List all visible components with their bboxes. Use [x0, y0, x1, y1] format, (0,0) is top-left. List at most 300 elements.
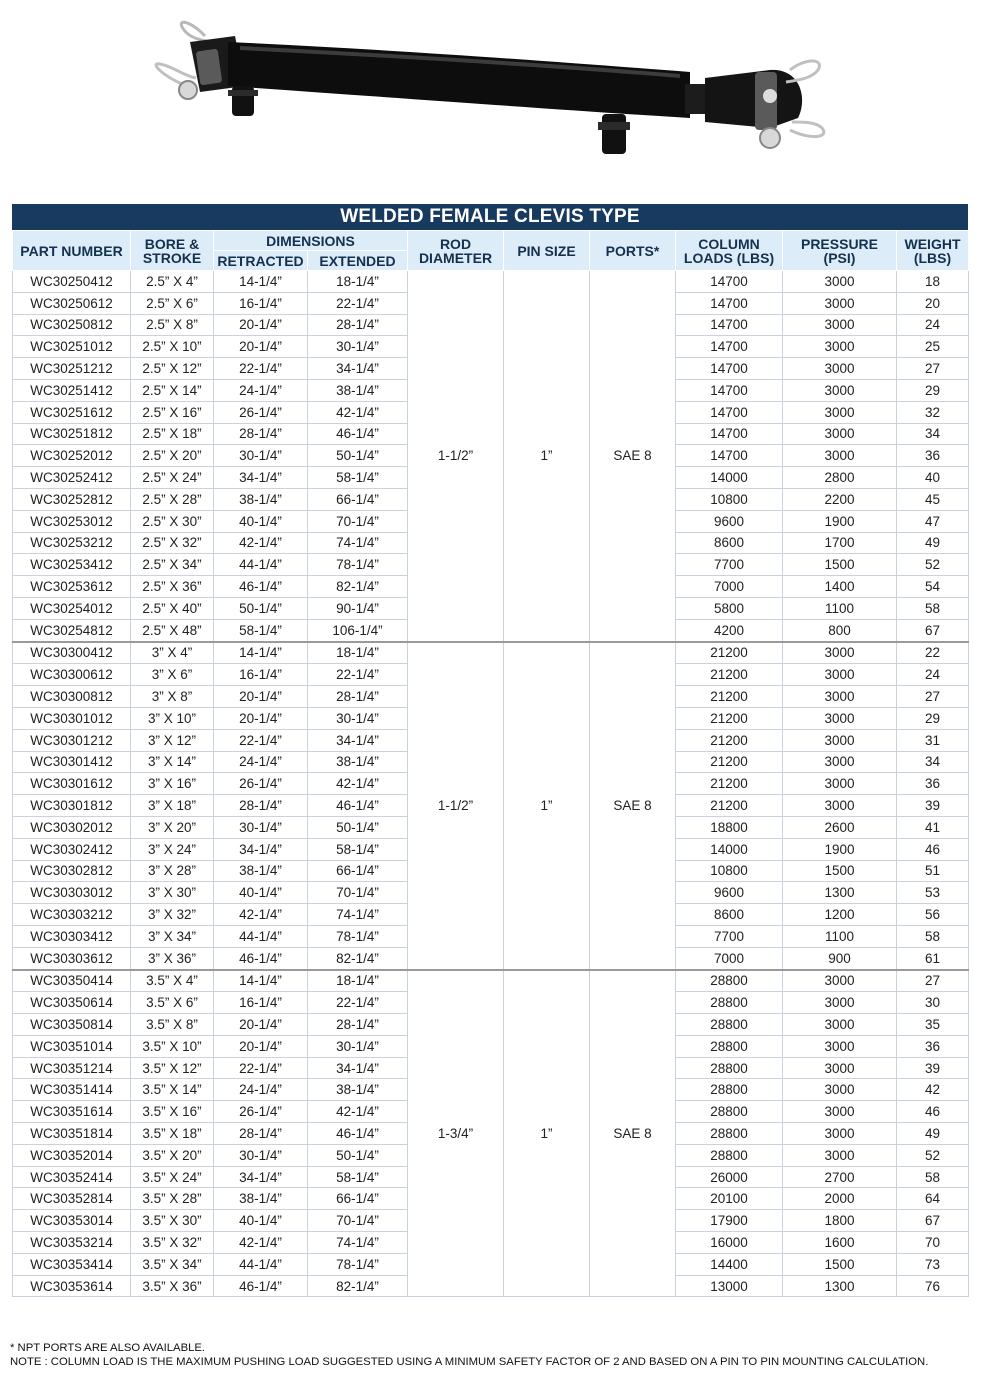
- table-row: [13, 642, 969, 664]
- weight-cell: 32: [897, 401, 969, 423]
- column-load-cell: 14700: [676, 336, 783, 358]
- weight-cell: 52: [897, 554, 969, 576]
- bore-stroke-cell: 3” X 36”: [131, 947, 214, 969]
- column-load-cell: 28800: [676, 970, 783, 992]
- bore-stroke-cell: 3.5” X 24”: [131, 1166, 214, 1188]
- part-number-cell: WC30300412: [13, 642, 131, 664]
- retracted-cell: 20-1/4”: [214, 1035, 308, 1057]
- pressure-cell: 3000: [783, 401, 897, 423]
- column-load-cell: 14700: [676, 271, 783, 293]
- retracted-cell: 50-1/4”: [214, 597, 308, 619]
- part-number-cell: WC30302812: [13, 860, 131, 882]
- weight-cell: 18: [897, 271, 969, 293]
- column-load-cell: 7000: [676, 947, 783, 969]
- bore-stroke-cell: 3.5” X 28”: [131, 1188, 214, 1210]
- extended-cell: 34-1/4”: [308, 358, 408, 380]
- bore-stroke-cell: 3.5” X 6”: [131, 992, 214, 1014]
- extended-cell: 38-1/4”: [308, 379, 408, 401]
- retracted-cell: 22-1/4”: [214, 729, 308, 751]
- part-number-cell: WC30353214: [13, 1232, 131, 1254]
- weight-cell: 29: [897, 707, 969, 729]
- bore-stroke-cell: 2.5” X 28”: [131, 488, 214, 510]
- table-body: [13, 271, 969, 1297]
- weight-cell: 64: [897, 1188, 969, 1210]
- extended-cell: 30-1/4”: [308, 336, 408, 358]
- weight-cell: 29: [897, 379, 969, 401]
- retracted-cell: 24-1/4”: [214, 379, 308, 401]
- retracted-cell: 26-1/4”: [214, 773, 308, 795]
- bore-stroke-cell: 2.5” X 6”: [131, 292, 214, 314]
- weight-cell: 36: [897, 445, 969, 467]
- part-number-cell: WC30353014: [13, 1210, 131, 1232]
- retracted-cell: 28-1/4”: [214, 795, 308, 817]
- part-number-cell: WC30352014: [13, 1144, 131, 1166]
- extended-cell: 38-1/4”: [308, 751, 408, 773]
- pressure-cell: 3000: [783, 445, 897, 467]
- retracted-cell: 40-1/4”: [214, 882, 308, 904]
- weight-cell: 27: [897, 686, 969, 708]
- retracted-cell: 40-1/4”: [214, 1210, 308, 1232]
- pressure-cell: 3000: [783, 1101, 897, 1123]
- weight-cell: 53: [897, 882, 969, 904]
- weight-cell: 30: [897, 992, 969, 1014]
- weight-cell: 24: [897, 314, 969, 336]
- part-number-cell: WC30303212: [13, 904, 131, 926]
- part-number-cell: WC30350414: [13, 970, 131, 992]
- column-load-cell: 10800: [676, 860, 783, 882]
- part-number-cell: WC30251812: [13, 423, 131, 445]
- column-load-cell: 14000: [676, 467, 783, 489]
- retracted-cell: 34-1/4”: [214, 1166, 308, 1188]
- column-load-cell: 14700: [676, 401, 783, 423]
- retracted-cell: 34-1/4”: [214, 467, 308, 489]
- weight-cell: 27: [897, 358, 969, 380]
- extended-cell: 28-1/4”: [308, 1014, 408, 1036]
- bore-stroke-cell: 3.5” X 8”: [131, 1014, 214, 1036]
- column-load-cell: 28800: [676, 1144, 783, 1166]
- part-number-cell: WC30250412: [13, 271, 131, 293]
- part-number-cell: WC30251412: [13, 379, 131, 401]
- pressure-cell: 2600: [783, 816, 897, 838]
- cylinder-spec-table: [12, 230, 969, 1297]
- pressure-cell: 3000: [783, 729, 897, 751]
- column-load-cell: 21200: [676, 773, 783, 795]
- retracted-cell: 46-1/4”: [214, 1275, 308, 1297]
- extended-cell: 74-1/4”: [308, 1232, 408, 1254]
- retracted-cell: 30-1/4”: [214, 445, 308, 467]
- footnotes: [10, 1341, 928, 1369]
- part-number-cell: WC30350614: [13, 992, 131, 1014]
- bore-stroke-cell: 3” X 32”: [131, 904, 214, 926]
- retracted-cell: 30-1/4”: [214, 816, 308, 838]
- part-number-cell: WC30251612: [13, 401, 131, 423]
- retracted-cell: 58-1/4”: [214, 619, 308, 641]
- extended-cell: 50-1/4”: [308, 445, 408, 467]
- column-load-cell: 28800: [676, 992, 783, 1014]
- bore-stroke-cell: 3” X 14”: [131, 751, 214, 773]
- extended-cell: 22-1/4”: [308, 992, 408, 1014]
- bore-stroke-cell: 3.5” X 10”: [131, 1035, 214, 1057]
- extended-cell: 18-1/4”: [308, 271, 408, 293]
- weight-cell: 49: [897, 1123, 969, 1145]
- retracted-cell: 14-1/4”: [214, 970, 308, 992]
- extended-cell: 78-1/4”: [308, 1253, 408, 1275]
- retracted-cell: 20-1/4”: [214, 314, 308, 336]
- retracted-cell: 14-1/4”: [214, 642, 308, 664]
- pressure-cell: 3000: [783, 707, 897, 729]
- spec-sheet: [12, 204, 968, 1297]
- retracted-cell: 38-1/4”: [214, 1188, 308, 1210]
- column-load-cell: 14700: [676, 314, 783, 336]
- column-load-note: NOTE : COLUMN LOAD IS THE MAXIMUM PUSHING LOAD SUGGESTED USING A MINIMUM SAFETY FACTOR OF 2 AND BASED ON A PIN TO PIN MOUNTING CALCULATION.: [10, 1356, 929, 1368]
- weight-cell: 31: [897, 729, 969, 751]
- extended-cell: 58-1/4”: [308, 1166, 408, 1188]
- pressure-cell: 3000: [783, 1035, 897, 1057]
- weight-cell: 40: [897, 467, 969, 489]
- column-load-cell: 10800: [676, 488, 783, 510]
- extended-cell: 42-1/4”: [308, 773, 408, 795]
- extended-cell: 46-1/4”: [308, 423, 408, 445]
- retracted-cell: 22-1/4”: [214, 1057, 308, 1079]
- header-part-number: PART NUMBER: [13, 231, 131, 271]
- weight-cell: 46: [897, 838, 969, 860]
- pressure-cell: 3000: [783, 992, 897, 1014]
- header-pin-size: PIN SIZE: [504, 231, 590, 271]
- extended-cell: 70-1/4”: [308, 882, 408, 904]
- bore-stroke-cell: 3” X 24”: [131, 838, 214, 860]
- pressure-cell: 3000: [783, 1014, 897, 1036]
- bore-stroke-cell: 2.5” X 8”: [131, 314, 214, 336]
- table-row: [13, 271, 969, 293]
- extended-cell: 74-1/4”: [308, 532, 408, 554]
- column-load-cell: 16000: [676, 1232, 783, 1254]
- bore-stroke-cell: 3.5” X 16”: [131, 1101, 214, 1123]
- bore-stroke-cell: 3” X 16”: [131, 773, 214, 795]
- weight-cell: 51: [897, 860, 969, 882]
- part-number-cell: WC30252812: [13, 488, 131, 510]
- ports-cell: SAE 8: [590, 642, 676, 970]
- bore-stroke-cell: 3.5” X 32”: [131, 1232, 214, 1254]
- extended-cell: 30-1/4”: [308, 707, 408, 729]
- extended-cell: 90-1/4”: [308, 597, 408, 619]
- pressure-cell: 1700: [783, 532, 897, 554]
- pressure-cell: 3000: [783, 686, 897, 708]
- pressure-cell: 3000: [783, 314, 897, 336]
- pressure-cell: 3000: [783, 423, 897, 445]
- pressure-cell: 2000: [783, 1188, 897, 1210]
- weight-cell: 39: [897, 795, 969, 817]
- part-number-cell: WC30301212: [13, 729, 131, 751]
- part-number-cell: WC30300612: [13, 664, 131, 686]
- part-number-cell: WC30301812: [13, 795, 131, 817]
- pressure-cell: 1100: [783, 597, 897, 619]
- bore-stroke-cell: 2.5” X 30”: [131, 510, 214, 532]
- column-load-cell: 28800: [676, 1057, 783, 1079]
- bore-stroke-cell: 2.5” X 36”: [131, 576, 214, 598]
- part-number-cell: WC30250612: [13, 292, 131, 314]
- bore-stroke-cell: 3.5” X 18”: [131, 1123, 214, 1145]
- bore-stroke-cell: 3” X 12”: [131, 729, 214, 751]
- bore-stroke-cell: 3.5” X 30”: [131, 1210, 214, 1232]
- weight-cell: 24: [897, 664, 969, 686]
- bore-stroke-cell: 3.5” X 14”: [131, 1079, 214, 1101]
- part-number-cell: WC30351014: [13, 1035, 131, 1057]
- weight-cell: 56: [897, 904, 969, 926]
- header-extended: EXTENDED: [308, 251, 408, 271]
- pressure-cell: 1400: [783, 576, 897, 598]
- part-number-cell: WC30250812: [13, 314, 131, 336]
- part-number-cell: WC30253212: [13, 532, 131, 554]
- column-load-cell: 18800: [676, 816, 783, 838]
- pressure-cell: 3000: [783, 379, 897, 401]
- pressure-cell: 3000: [783, 292, 897, 314]
- column-load-cell: 28800: [676, 1035, 783, 1057]
- header-bore-stroke: BORE & STROKE: [131, 231, 214, 271]
- header-retracted: RETRACTED: [214, 251, 308, 271]
- retracted-cell: 20-1/4”: [214, 336, 308, 358]
- part-number-cell: WC30251012: [13, 336, 131, 358]
- part-number-cell: WC30252412: [13, 467, 131, 489]
- bore-stroke-cell: 2.5” X 20”: [131, 445, 214, 467]
- weight-cell: 54: [897, 576, 969, 598]
- retracted-cell: 16-1/4”: [214, 664, 308, 686]
- extended-cell: 46-1/4”: [308, 1123, 408, 1145]
- weight-cell: 41: [897, 816, 969, 838]
- extended-cell: 18-1/4”: [308, 970, 408, 992]
- retracted-cell: 34-1/4”: [214, 838, 308, 860]
- retracted-cell: 38-1/4”: [214, 860, 308, 882]
- column-load-cell: 14000: [676, 838, 783, 860]
- column-load-cell: 7700: [676, 925, 783, 947]
- pressure-cell: 1100: [783, 925, 897, 947]
- part-number-cell: WC30352814: [13, 1188, 131, 1210]
- weight-cell: 34: [897, 751, 969, 773]
- extended-cell: 42-1/4”: [308, 401, 408, 423]
- bore-stroke-cell: 2.5” X 16”: [131, 401, 214, 423]
- bore-stroke-cell: 3” X 18”: [131, 795, 214, 817]
- bore-stroke-cell: 2.5” X 18”: [131, 423, 214, 445]
- extended-cell: 34-1/4”: [308, 729, 408, 751]
- pressure-cell: 1500: [783, 860, 897, 882]
- part-number-cell: WC30253012: [13, 510, 131, 532]
- pressure-cell: 1600: [783, 1232, 897, 1254]
- extended-cell: 50-1/4”: [308, 1144, 408, 1166]
- retracted-cell: 28-1/4”: [214, 1123, 308, 1145]
- pressure-cell: 1300: [783, 1275, 897, 1297]
- part-number-cell: WC30253612: [13, 576, 131, 598]
- weight-cell: 25: [897, 336, 969, 358]
- pressure-cell: 1900: [783, 838, 897, 860]
- part-number-cell: WC30353614: [13, 1275, 131, 1297]
- column-load-cell: 13000: [676, 1275, 783, 1297]
- weight-cell: 35: [897, 1014, 969, 1036]
- bore-stroke-cell: 3” X 4”: [131, 642, 214, 664]
- column-load-cell: 28800: [676, 1014, 783, 1036]
- pressure-cell: 800: [783, 619, 897, 641]
- retracted-cell: 42-1/4”: [214, 1232, 308, 1254]
- pressure-cell: 3000: [783, 664, 897, 686]
- weight-cell: 58: [897, 597, 969, 619]
- hydraulic-cylinder-image: [0, 0, 1000, 200]
- pressure-cell: 3000: [783, 1144, 897, 1166]
- part-number-cell: WC30350814: [13, 1014, 131, 1036]
- ports-note: * NPT PORTS ARE ALSO AVAILABLE.: [10, 1342, 206, 1354]
- part-number-cell: WC30301012: [13, 707, 131, 729]
- column-load-cell: 9600: [676, 882, 783, 904]
- extended-cell: 78-1/4”: [308, 925, 408, 947]
- rod-diameter-cell: 1-1/2”: [408, 271, 504, 642]
- bore-stroke-cell: 3” X 6”: [131, 664, 214, 686]
- pressure-cell: 1500: [783, 554, 897, 576]
- column-load-cell: 5800: [676, 597, 783, 619]
- bore-stroke-cell: 3.5” X 20”: [131, 1144, 214, 1166]
- pressure-cell: 1200: [783, 904, 897, 926]
- extended-cell: 28-1/4”: [308, 686, 408, 708]
- pressure-cell: 2200: [783, 488, 897, 510]
- pressure-cell: 1300: [783, 882, 897, 904]
- extended-cell: 66-1/4”: [308, 488, 408, 510]
- pressure-cell: 900: [783, 947, 897, 969]
- weight-cell: 67: [897, 619, 969, 641]
- bore-stroke-cell: 3” X 8”: [131, 686, 214, 708]
- retracted-cell: 14-1/4”: [214, 271, 308, 293]
- retracted-cell: 30-1/4”: [214, 1144, 308, 1166]
- weight-cell: 58: [897, 1166, 969, 1188]
- part-number-cell: WC30351614: [13, 1101, 131, 1123]
- bore-stroke-cell: 2.5” X 14”: [131, 379, 214, 401]
- retracted-cell: 20-1/4”: [214, 707, 308, 729]
- weight-cell: 34: [897, 423, 969, 445]
- retracted-cell: 20-1/4”: [214, 1014, 308, 1036]
- part-number-cell: WC30301412: [13, 751, 131, 773]
- part-number-cell: WC30303012: [13, 882, 131, 904]
- bore-stroke-cell: 2.5” X 10”: [131, 336, 214, 358]
- column-load-cell: 14700: [676, 423, 783, 445]
- extended-cell: 82-1/4”: [308, 1275, 408, 1297]
- part-number-cell: WC30303412: [13, 925, 131, 947]
- table-title: WELDED FEMALE CLEVIS TYPE: [12, 204, 968, 230]
- column-load-cell: 21200: [676, 751, 783, 773]
- retracted-cell: 42-1/4”: [214, 904, 308, 926]
- part-number-cell: WC30302412: [13, 838, 131, 860]
- column-load-cell: 20100: [676, 1188, 783, 1210]
- pressure-cell: 3000: [783, 970, 897, 992]
- extended-cell: 66-1/4”: [308, 860, 408, 882]
- retracted-cell: 20-1/4”: [214, 686, 308, 708]
- column-load-cell: 21200: [676, 707, 783, 729]
- extended-cell: 22-1/4”: [308, 664, 408, 686]
- extended-cell: 58-1/4”: [308, 467, 408, 489]
- weight-cell: 70: [897, 1232, 969, 1254]
- pressure-cell: 1800: [783, 1210, 897, 1232]
- part-number-cell: WC30254812: [13, 619, 131, 641]
- weight-cell: 49: [897, 532, 969, 554]
- column-load-cell: 14400: [676, 1253, 783, 1275]
- weight-cell: 61: [897, 947, 969, 969]
- extended-cell: 74-1/4”: [308, 904, 408, 926]
- extended-cell: 70-1/4”: [308, 1210, 408, 1232]
- column-load-cell: 7700: [676, 554, 783, 576]
- column-load-cell: 21200: [676, 686, 783, 708]
- retracted-cell: 16-1/4”: [214, 292, 308, 314]
- weight-cell: 52: [897, 1144, 969, 1166]
- weight-cell: 58: [897, 925, 969, 947]
- extended-cell: 82-1/4”: [308, 576, 408, 598]
- extended-cell: 46-1/4”: [308, 795, 408, 817]
- retracted-cell: 28-1/4”: [214, 423, 308, 445]
- weight-cell: 22: [897, 642, 969, 664]
- bore-stroke-cell: 2.5” X 24”: [131, 467, 214, 489]
- header-rod-diameter: ROD DIAMETER: [408, 231, 504, 271]
- extended-cell: 22-1/4”: [308, 292, 408, 314]
- pressure-cell: 3000: [783, 271, 897, 293]
- column-load-cell: 21200: [676, 729, 783, 751]
- bore-stroke-cell: 2.5” X 34”: [131, 554, 214, 576]
- pressure-cell: 3000: [783, 336, 897, 358]
- column-load-cell: 21200: [676, 642, 783, 664]
- extended-cell: 28-1/4”: [308, 314, 408, 336]
- part-number-cell: WC30351814: [13, 1123, 131, 1145]
- part-number-cell: WC30303612: [13, 947, 131, 969]
- retracted-cell: 24-1/4”: [214, 1079, 308, 1101]
- retracted-cell: 44-1/4”: [214, 554, 308, 576]
- extended-cell: 18-1/4”: [308, 642, 408, 664]
- part-number-cell: WC30352414: [13, 1166, 131, 1188]
- bore-stroke-cell: 3” X 28”: [131, 860, 214, 882]
- retracted-cell: 26-1/4”: [214, 1101, 308, 1123]
- pressure-cell: 3000: [783, 1079, 897, 1101]
- pressure-cell: 3000: [783, 1123, 897, 1145]
- part-number-cell: WC30252012: [13, 445, 131, 467]
- extended-cell: 30-1/4”: [308, 1035, 408, 1057]
- column-load-cell: 9600: [676, 510, 783, 532]
- extended-cell: 78-1/4”: [308, 554, 408, 576]
- bore-stroke-cell: 3” X 20”: [131, 816, 214, 838]
- column-load-cell: 14700: [676, 379, 783, 401]
- header-weight: WEIGHT (LBS): [897, 231, 969, 271]
- bore-stroke-cell: 3” X 10”: [131, 707, 214, 729]
- pressure-cell: 3000: [783, 751, 897, 773]
- retracted-cell: 40-1/4”: [214, 510, 308, 532]
- pin-size-cell: 1”: [504, 642, 590, 970]
- bore-stroke-cell: 2.5” X 12”: [131, 358, 214, 380]
- pressure-cell: 1900: [783, 510, 897, 532]
- pressure-cell: 2700: [783, 1166, 897, 1188]
- extended-cell: 38-1/4”: [308, 1079, 408, 1101]
- column-load-cell: 26000: [676, 1166, 783, 1188]
- weight-cell: 47: [897, 510, 969, 532]
- weight-cell: 67: [897, 1210, 969, 1232]
- part-number-cell: WC30353414: [13, 1253, 131, 1275]
- column-load-cell: 17900: [676, 1210, 783, 1232]
- extended-cell: 50-1/4”: [308, 816, 408, 838]
- column-load-cell: 28800: [676, 1123, 783, 1145]
- rod-diameter-cell: 1-1/2”: [408, 642, 504, 970]
- column-load-cell: 4200: [676, 619, 783, 641]
- pressure-cell: 3000: [783, 773, 897, 795]
- header-ports: PORTS*: [590, 231, 676, 271]
- weight-cell: 73: [897, 1253, 969, 1275]
- pressure-cell: 2800: [783, 467, 897, 489]
- retracted-cell: 44-1/4”: [214, 1253, 308, 1275]
- column-load-cell: 14700: [676, 292, 783, 314]
- part-number-cell: WC30302012: [13, 816, 131, 838]
- extended-cell: 82-1/4”: [308, 947, 408, 969]
- column-load-cell: 28800: [676, 1079, 783, 1101]
- retracted-cell: 22-1/4”: [214, 358, 308, 380]
- bore-stroke-cell: 2.5” X 4”: [131, 271, 214, 293]
- part-number-cell: WC30351214: [13, 1057, 131, 1079]
